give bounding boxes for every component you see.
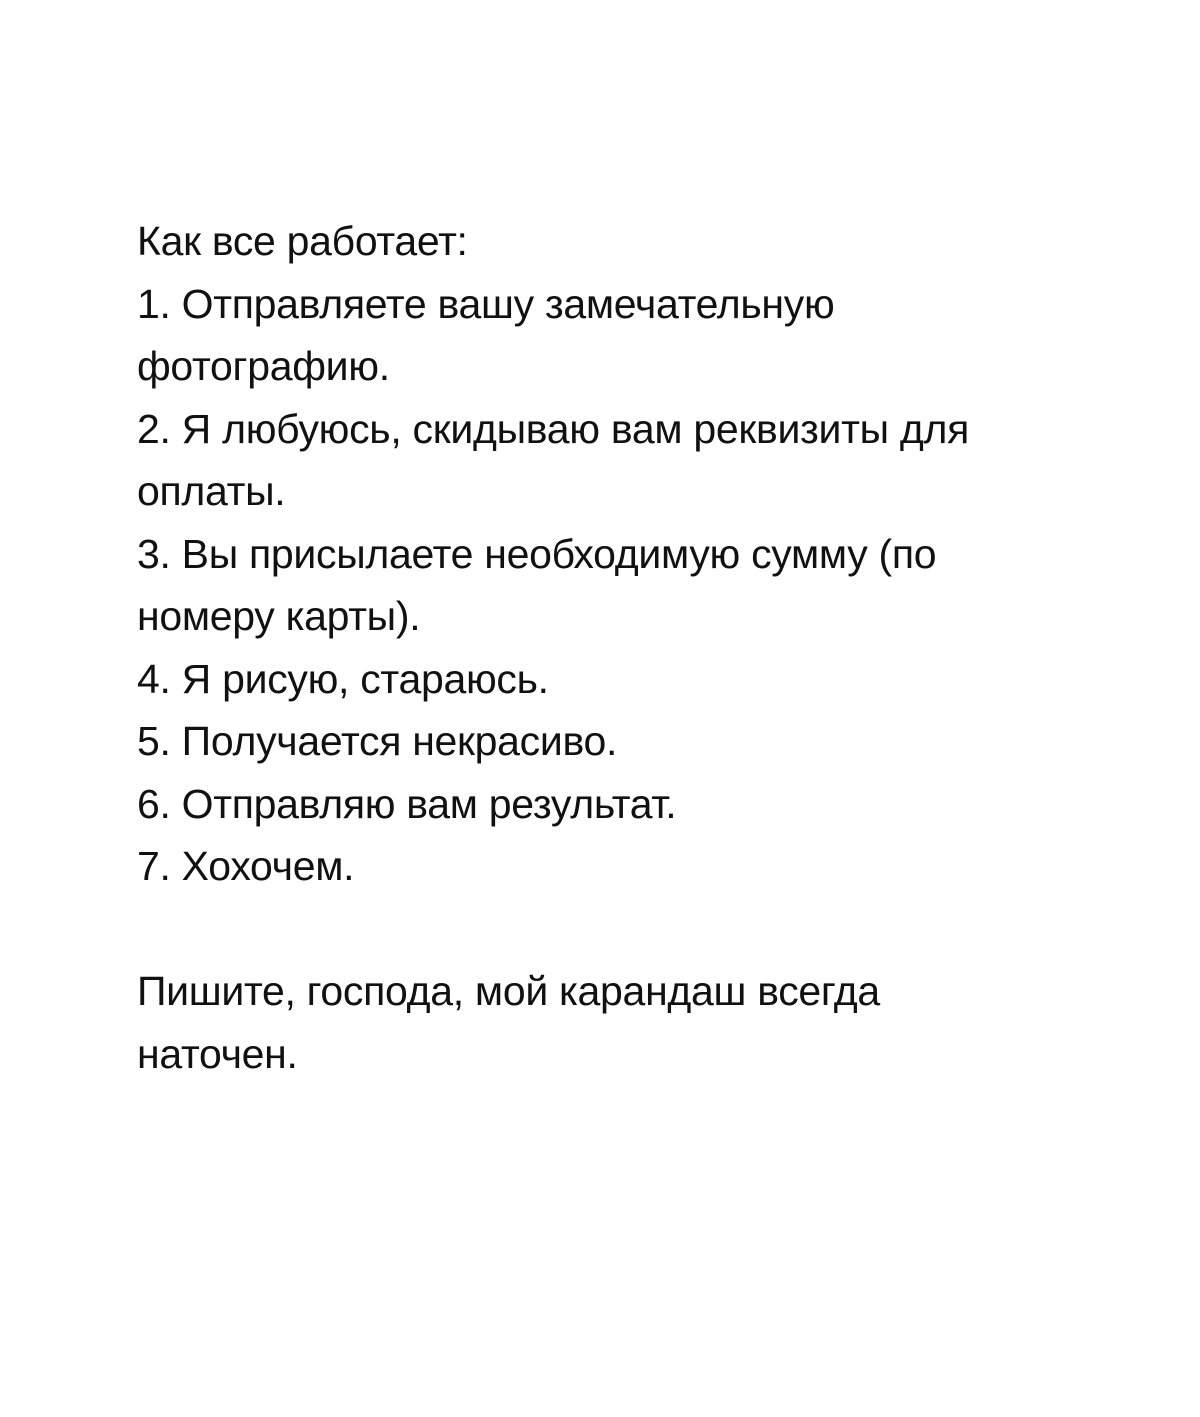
step-3-line-2: номеру карты). [137, 593, 421, 639]
closing-line-2: наточен. [137, 1030, 298, 1077]
step-6: 6. Отправляю вам результат. [137, 780, 677, 827]
step-4: 4. Я рисую, стараюсь. [137, 655, 549, 702]
step-1-line-1: 1. Отправляете вашу замечательную [137, 280, 835, 327]
paragraph-gap [137, 898, 1117, 961]
step-7: 7. Хохочем. [137, 843, 355, 889]
closing-line-1: Пишите, господа, мой карандаш всегда [137, 968, 880, 1014]
post-text [137, 210, 1117, 1085]
step-2-line-1: 2. Я любуюсь, скидываю вам реквизиты для [137, 405, 970, 452]
step-5: 5. Получается некрасиво. [137, 718, 618, 764]
step-1-line-2: фотографию. [137, 343, 390, 389]
heading: Как все работает: [137, 218, 468, 264]
step-3-line-1: 3. Вы присылаете необходимую сумму (по [137, 530, 937, 577]
step-2-line-2: оплаты. [137, 468, 286, 514]
